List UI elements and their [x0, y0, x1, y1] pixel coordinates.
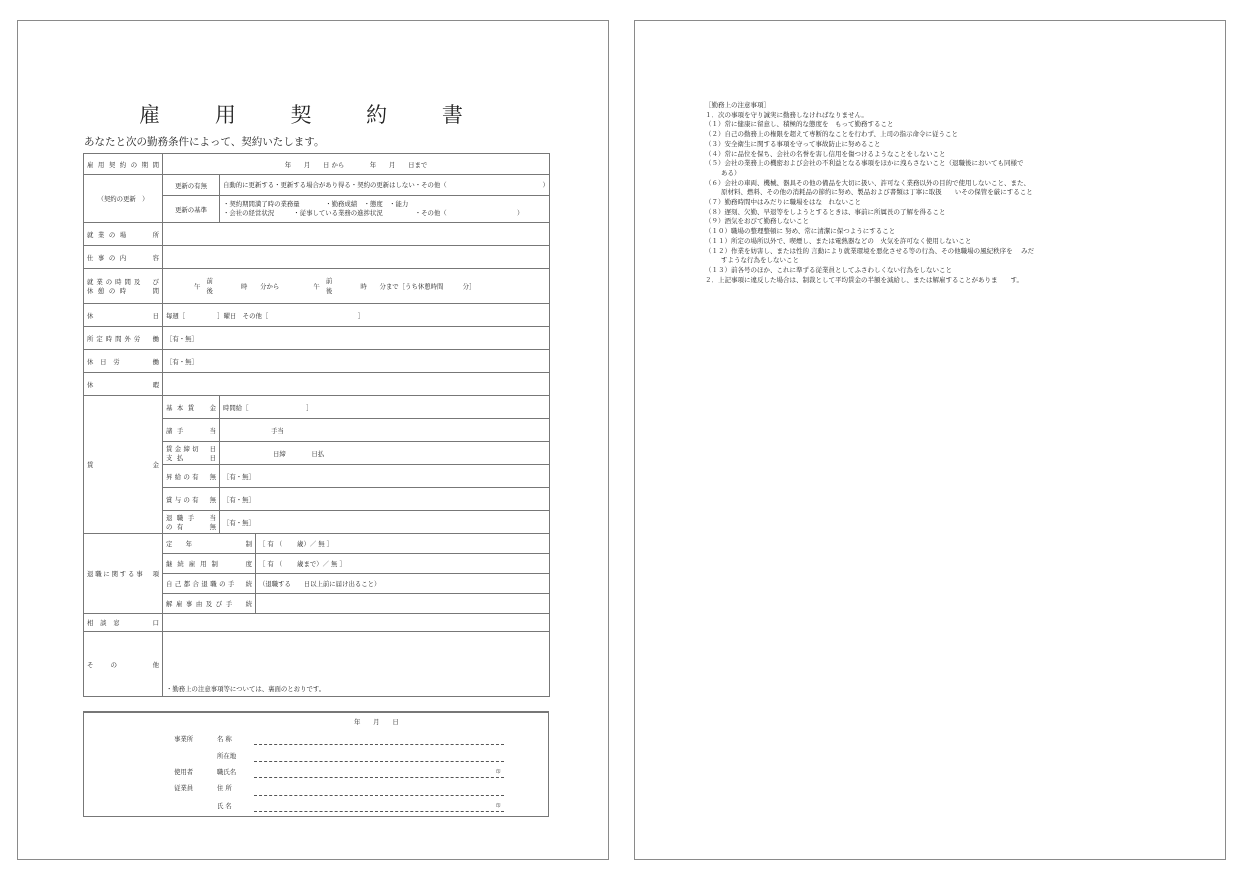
value-hours[interactable]: [163, 269, 550, 304]
office-name-line[interactable]: [254, 744, 504, 745]
notes-line: ２．上記事項に違反した場合は、制裁として平均賃金の半額を減給し、または解雇することがありま す。: [705, 275, 1023, 284]
hours-start-am: 前: [206, 276, 213, 285]
value-consult[interactable]: [163, 614, 550, 632]
cutoff-text: 日締 日払: [273, 449, 325, 458]
signature-block: [83, 711, 549, 817]
document-title: 雇 用 契 約 書: [139, 103, 487, 127]
hours-end-pm: 後: [325, 287, 333, 295]
notes-line: １．次の事項を守り誠実に勤務しなければなりません。: [705, 110, 868, 119]
label-base-wage: 基本賃 金: [163, 396, 220, 419]
label-consult: 相談窓 口: [84, 614, 163, 632]
value-holiday[interactable]: 毎週［ ］曜日 その他［ ］: [163, 304, 550, 327]
renewal-basis-line1: ・契約期間満了時の業務量 ・勤務成績 ・態度 ・能力: [223, 200, 409, 209]
label-holiday: 休 日: [84, 304, 163, 327]
label-retire-allowance-line1: 退職手 当: [166, 514, 216, 522]
notes-line: （３）安全衛生に関する事項を守って事故防止に努めること: [705, 139, 881, 148]
allowance-text: 手当: [271, 426, 284, 435]
value-dismiss[interactable]: [256, 594, 550, 614]
notes-line: （４）常に品位を保ち、会社の名誉を害し信用を傷つけるようなことをしないこと: [705, 149, 946, 158]
label-cutoff-line2: 支払 日: [166, 454, 216, 462]
row-job: [84, 246, 550, 269]
label-resign: 自己都合退職の手 続: [163, 574, 256, 594]
value-renewal-basis[interactable]: [220, 196, 550, 223]
hours-to-text: 時 分まで［うち休憩時間 分］: [360, 282, 476, 290]
notes-line: （１１）所定の場所以外で、喫煙し、または電熱器などの 火気を許可なく使用しないこと: [705, 236, 972, 245]
value-bonus[interactable]: ［有・無］: [220, 488, 550, 511]
notes-line: （２）自己の勤務上の権限を超えて専断的なことを行わず、上司の指示命令に従うこと: [705, 130, 958, 139]
label-office-address: 所在地: [217, 752, 237, 760]
label-office: 事業所: [174, 735, 194, 743]
label-hours-line1: 就業の時間及 び: [87, 278, 159, 286]
value-other[interactable]: [163, 632, 550, 697]
label-raise: 昇給の有 無: [163, 465, 220, 488]
hours-end-go: 午: [313, 282, 320, 290]
value-raise[interactable]: ［有・無］: [220, 465, 550, 488]
hours-end-ampm: [326, 276, 332, 297]
row-consult: [84, 614, 550, 632]
notes-line: （１２）作業を妨害し、または性的 言動により就業環境を悪化させる等の行為、その他職場の風紀秩序を みだ: [705, 246, 1035, 255]
intro-text: あなたと次の勤務条件によって、契約いたします。: [84, 136, 325, 148]
label-cutoff: [163, 442, 220, 465]
label-renewal-yes: 更新の有無: [163, 175, 220, 196]
value-cutoff[interactable]: [220, 442, 550, 465]
value-renewal-yes[interactable]: 自動的に更新する・更新する場合があり得る・契約の更新はしない・その他（ ）: [220, 175, 550, 196]
label-retire-allowance-line2: の有 無: [166, 523, 216, 531]
notes-heading: ［勤務上の注意事項］: [705, 101, 770, 109]
value-resign[interactable]: （退職する 日以上前に届け出ること）: [256, 574, 550, 594]
label-office-name: 名 称: [217, 735, 232, 743]
label-dismiss: 解雇事由及び手 続: [163, 594, 256, 614]
label-hours: [84, 269, 163, 304]
label-job: 仕事の内 容: [84, 246, 163, 269]
employee-name-line[interactable]: [254, 811, 504, 812]
hours-from-text: 時 分から: [240, 282, 280, 290]
contract-form-table: [83, 153, 550, 697]
value-leave[interactable]: [163, 373, 550, 396]
renewal-basis-line2: ・会社の経営状況 ・従事している業務の進捗状況 ・その他（ ）: [223, 209, 524, 217]
notes-line: （１）常に健康に留意し、積極的な態度を もって勤務すること: [705, 120, 894, 129]
row-holiday-work: [84, 350, 550, 373]
label-other: そ の 他: [84, 632, 163, 697]
hours-start-go: 午: [194, 282, 201, 290]
label-hours-line2: 休憩の時 間: [87, 287, 159, 295]
row-other: [84, 632, 550, 697]
label-workplace: 就業の場 所: [84, 223, 163, 246]
row-renewal-yes: [84, 175, 550, 196]
value-continued[interactable]: ［ 有 （ 歳まで）／ 無 ］: [256, 554, 550, 574]
label-contract-period: 雇用契約の期間: [84, 154, 163, 175]
label-overtime: 所定時間外労 働: [84, 327, 163, 350]
contract-back-page: [634, 20, 1226, 860]
contract-front-page: [17, 20, 609, 860]
hours-start-ampm: [206, 276, 212, 297]
value-retire-allowance[interactable]: ［有・無］: [220, 511, 550, 534]
label-leave: 休 暇: [84, 373, 163, 396]
employer-name-line[interactable]: [254, 777, 504, 778]
label-employee-name: 氏 名: [217, 802, 232, 810]
label-employer: 使用者: [174, 768, 194, 776]
row-base-wage: [84, 396, 550, 419]
value-job[interactable]: [163, 246, 550, 269]
notes-line: （６）会社の車両、機械、器具その他の備品を大切に扱い、許可なく業務以外の目的で使用しないこと、また、: [705, 178, 1030, 187]
label-employee: 従業員: [174, 784, 194, 792]
label-employee-address: 住 所: [217, 784, 232, 792]
row-leave: [84, 373, 550, 396]
work-notes: [705, 101, 1034, 285]
label-cutoff-line1: 賃金締切 日: [166, 445, 216, 453]
notes-line: すような行為をしないこと: [721, 256, 799, 265]
hours-end-am: 前: [325, 276, 333, 285]
other-note: ・勤務上の注意事項等については、裏面のとおりです。: [166, 685, 326, 693]
label-bonus: 賞与の有 無: [163, 488, 220, 511]
value-base-wage[interactable]: 時間給［ ］: [220, 396, 550, 419]
label-retire-allowance: [163, 511, 220, 534]
notes-line: （１０）職場の整理整頓に 努め、常に清潔に保つようにすること: [705, 227, 896, 236]
office-address-line[interactable]: [254, 761, 504, 762]
notes-line: 原材料、燃料、その他の消耗品の節約に努め、製品および書類は丁寧に取扱 いその保管を厳にすること: [721, 188, 1033, 197]
hours-start-pm: 後: [206, 287, 213, 295]
label-employer-name: 職氏名: [217, 768, 237, 776]
label-continued: 継続雇用制 度: [163, 554, 256, 574]
signature-date[interactable]: 年 月 日: [354, 718, 399, 726]
notes-line: （９）酒気をおびて勤務しないこと: [705, 217, 809, 226]
row-retire-age: [84, 534, 550, 554]
label-wage: 賃 金: [84, 396, 163, 534]
label-allowance: 諸手 当: [163, 419, 220, 442]
notes-line: （１３）前各号のほか、これに準ずる従業員としてふさわしくない行為をしないこと: [705, 265, 952, 274]
label-holiday-work: 休日労 働: [84, 350, 163, 373]
row-overtime: [84, 327, 550, 350]
notes-line: （８）遅刻、欠勤、早退等をしようとするときは、事前に所属長の了解を得ること: [705, 207, 946, 216]
notes-line: ある）: [721, 168, 741, 177]
value-contract-period[interactable]: 年 月 日 から 年 月 日まで: [163, 154, 550, 175]
label-renewal: （契約の更新 ）: [84, 175, 163, 223]
notes-line: （７）勤務時間中はみだりに職場をはな れないこと: [705, 198, 861, 207]
value-overtime[interactable]: ［有・無］: [163, 327, 550, 350]
row-hours: [84, 269, 550, 304]
employer-seal: 印: [496, 770, 501, 775]
row-workplace: [84, 223, 550, 246]
label-renewal-basis: 更新の基準: [163, 196, 220, 223]
label-retirement: 退職に関する事 項: [84, 534, 163, 614]
employee-seal: 印: [496, 804, 501, 809]
employee-address-line[interactable]: [254, 795, 504, 796]
value-retire-age[interactable]: ［ 有 （ 歳）／ 無 ］: [256, 534, 550, 554]
value-workplace[interactable]: [163, 223, 550, 246]
notes-line: （５）会社の業務上の機密および会社の不利益となる事項をほかに洩らさないこと（退職後においても同様で: [705, 159, 1024, 168]
row-holiday: [84, 304, 550, 327]
label-retire-age: 定 年 制: [163, 534, 256, 554]
value-holiday-work[interactable]: ［有・無］: [163, 350, 550, 373]
value-allowance[interactable]: [220, 419, 550, 442]
row-contract-period: [84, 154, 550, 175]
